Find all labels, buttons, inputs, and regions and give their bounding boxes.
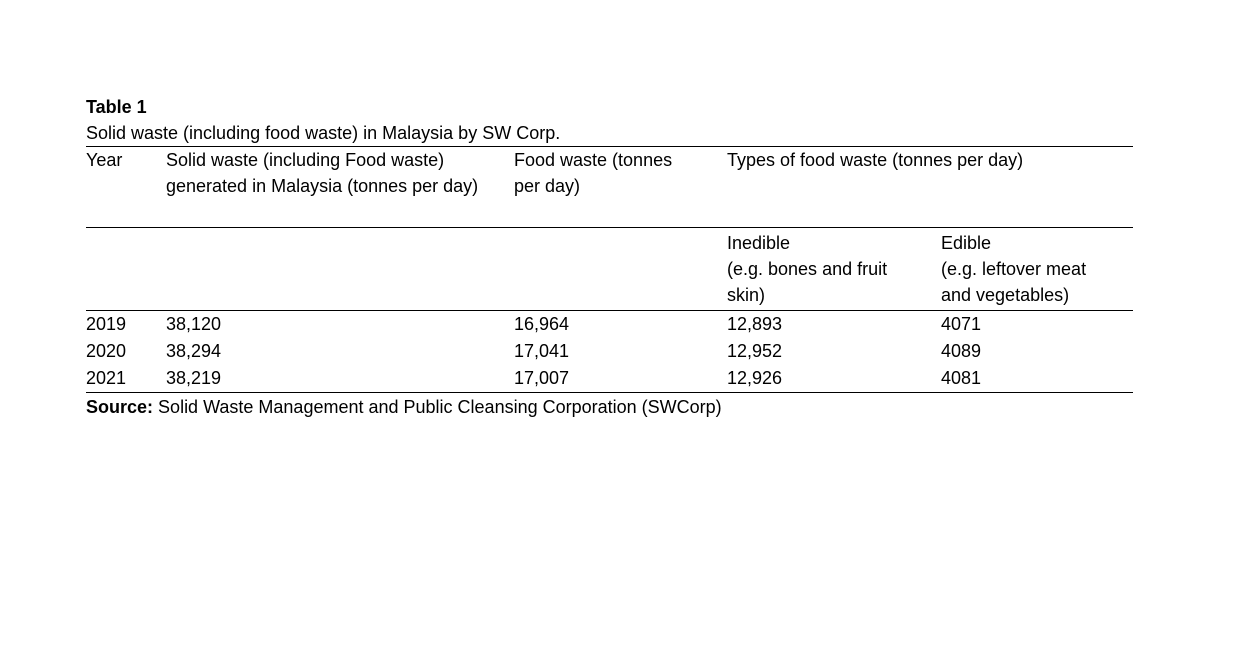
header-year: Year bbox=[86, 150, 123, 170]
header-food-waste: Food waste (tonnes per day) bbox=[514, 150, 673, 196]
cell-year: 2020 bbox=[86, 341, 127, 361]
cell-food-waste: 17,041 bbox=[514, 341, 570, 361]
table-body bbox=[86, 311, 1133, 392]
header-edible: Edible (e.g. leftover meat and vegetables) bbox=[941, 233, 1087, 305]
source-text: Solid Waste Management and Public Cleansing Corporation (SWCorp) bbox=[158, 397, 722, 417]
cell-inedible: 12,952 bbox=[727, 341, 783, 361]
table-row bbox=[86, 338, 1133, 365]
cell-edible: 4081 bbox=[941, 368, 982, 388]
header-types: Types of food waste (tonnes per day) bbox=[727, 150, 1024, 170]
cell-solid-waste: 38,219 bbox=[166, 368, 222, 388]
source-note bbox=[86, 393, 1133, 420]
table-row bbox=[86, 311, 1133, 338]
cell-inedible: 12,926 bbox=[727, 368, 783, 388]
table-title: Solid waste (including food waste) in Malaysia by SW Corp. bbox=[86, 123, 561, 143]
subheader-row bbox=[86, 228, 1133, 310]
header-solid-waste: Solid waste (including Food waste) generated in Malaysia (tonnes per day) bbox=[166, 150, 479, 196]
cell-year: 2019 bbox=[86, 314, 127, 334]
cell-year: 2021 bbox=[86, 368, 127, 388]
table-container bbox=[86, 94, 1133, 420]
source-label: Source: bbox=[86, 397, 154, 417]
table-row bbox=[86, 365, 1133, 392]
header-inedible: Inedible (e.g. bones and fruit skin) bbox=[727, 233, 888, 305]
cell-food-waste: 16,964 bbox=[514, 314, 570, 334]
cell-inedible: 12,893 bbox=[727, 314, 783, 334]
cell-solid-waste: 38,120 bbox=[166, 314, 222, 334]
cell-edible: 4071 bbox=[941, 314, 982, 334]
cell-solid-waste: 38,294 bbox=[166, 341, 222, 361]
cell-edible: 4089 bbox=[941, 341, 982, 361]
header-row bbox=[86, 147, 1133, 227]
table-number: Table 1 bbox=[86, 97, 147, 117]
cell-food-waste: 17,007 bbox=[514, 368, 570, 388]
